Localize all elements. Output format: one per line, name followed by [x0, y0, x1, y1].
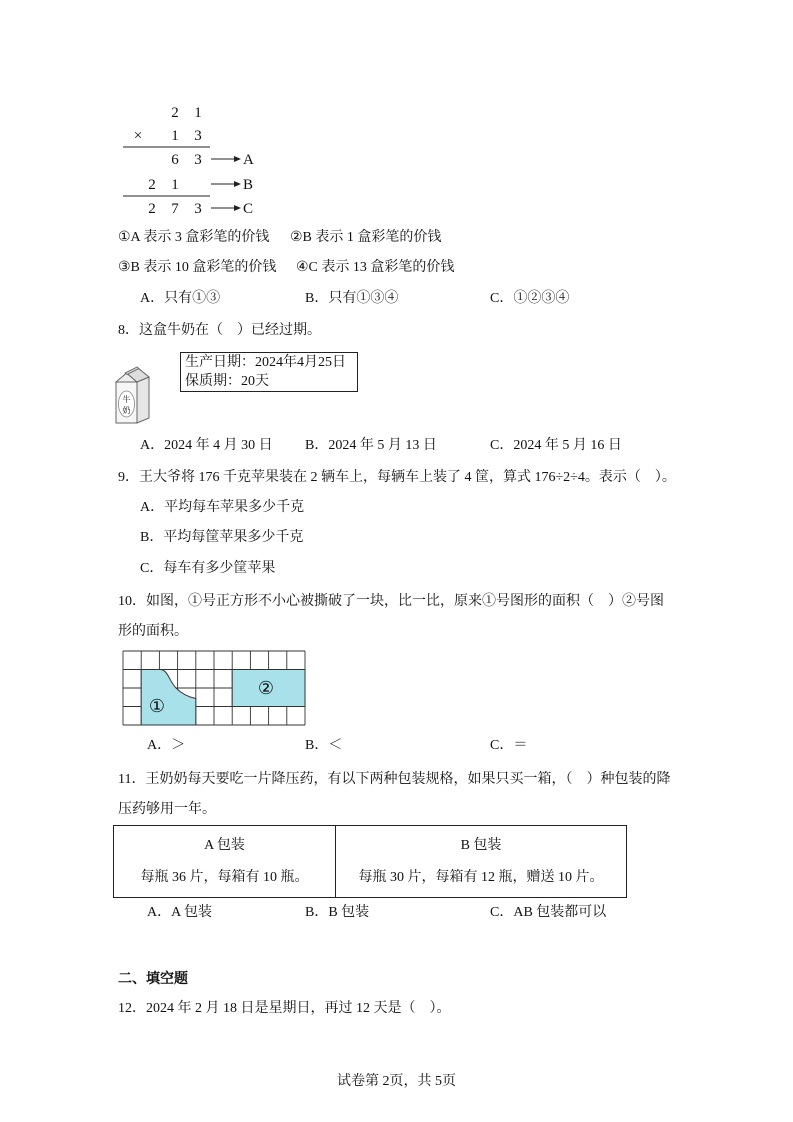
q7-statement-1: ①A 表示 3 盒彩笔的价钱: [118, 230, 270, 245]
package-a-content: 每瓶 36 片，每箱有 10 瓶。: [140, 870, 309, 885]
packaging-table: [113, 825, 627, 898]
label-c: C: [243, 201, 254, 217]
q7-statement-4: ④C 表示 13 盒彩笔的价钱: [296, 260, 455, 275]
carton-label-char: 牛: [122, 395, 131, 404]
digit: 3: [194, 128, 202, 144]
q9-option-a: A．平均每车苹果多少千克: [140, 500, 305, 515]
q11-stem-line-1: 11．王奶奶每天要吃一片降压药，有以下两种包装规格，如果只买一箱，（ ）种包装的降: [118, 772, 671, 787]
q11-stem-line-2: 压药够用一年。: [118, 802, 216, 817]
digit: 2: [148, 201, 156, 217]
q11-option-c: C．AB 包装都可以: [490, 905, 607, 920]
production-date: 生产日期：2024年4月25日: [185, 355, 346, 370]
q9-stem: 9．王大爷将 176 千克苹果装在 2 辆车上，每辆车上装了 4 筐，算式 176÷2÷4。表示（ ）。: [118, 470, 676, 485]
carton-label-char: 奶: [122, 406, 131, 415]
q8-option-b: B．2024 年 5 月 13 日: [305, 438, 437, 453]
package-a-cell: [114, 826, 336, 897]
digit: 7: [171, 201, 179, 217]
q10-option-b: B．＜: [305, 738, 343, 753]
digit: 1: [171, 177, 179, 193]
q9-option-c: C．每车有多少筐苹果: [140, 561, 276, 576]
label-b: B: [243, 177, 254, 193]
shelf-life: 保质期：20天: [185, 374, 269, 389]
shape-1-label: ①: [148, 696, 166, 716]
q7-statement-2: ②B 表示 1 盒彩笔的价钱: [290, 230, 442, 245]
q11-option-a: A．A 包装: [147, 905, 212, 920]
q10-stem-line-1: 10．如图，①号正方形不小心被撕破了一块，比一比，原来①号图形的面积（ ）②号图: [118, 594, 664, 609]
digit: 3: [194, 201, 202, 217]
digit: 2: [171, 105, 179, 121]
section-title-fill-in: 二、填空题: [118, 972, 188, 987]
q8-option-a: A．2024 年 4 月 30 日: [140, 438, 273, 453]
digit: 1: [171, 128, 179, 144]
q10-option-a: A．＞: [147, 738, 186, 753]
page-footer: 试卷第 2页，共 5页: [337, 1074, 456, 1089]
q9-option-b: B．平均每筐苹果多少千克: [140, 530, 304, 545]
q7-option-c: C．①②③④: [490, 291, 570, 306]
digit: 1: [194, 105, 202, 121]
digit: 6: [171, 152, 179, 168]
area-grid-figure: [122, 650, 308, 727]
q8-option-c: C．2024 年 5 月 16 日: [490, 438, 622, 453]
carton-side: [137, 377, 149, 423]
q7-option-b: B．只有①③④: [305, 291, 399, 306]
q7-option-a: A．只有①③: [140, 291, 221, 306]
shape-2-label: ②: [257, 678, 275, 698]
package-b-content: 每瓶 30 片，每箱有 12 瓶，赠送 10 片。: [358, 870, 604, 885]
times-sign: ×: [133, 128, 143, 144]
vertical-multiplication: [118, 98, 258, 220]
package-a-header: A 包装: [204, 838, 245, 853]
q7-statement-3: ③B 表示 10 盒彩笔的价钱: [118, 260, 277, 275]
milk-date-box: [180, 352, 358, 392]
q11-option-b: B．B 包装: [305, 905, 370, 920]
q8-stem: 8．这盒牛奶在（ ）已经过期。: [118, 323, 321, 338]
digit: 3: [194, 152, 202, 168]
q10-stem-line-2: 形的面积。: [118, 624, 188, 639]
package-b-cell: [336, 826, 626, 897]
q12-stem: 12．2024 年 2 月 18 日是星期日，再过 12 天是（ ）。: [118, 1001, 451, 1016]
milk-carton-image: [112, 366, 154, 426]
arrowhead-c: [234, 205, 241, 211]
label-a: A: [243, 152, 254, 168]
arrowhead-a: [234, 156, 241, 162]
q10-option-c: C．＝: [490, 738, 528, 753]
package-b-header: B 包装: [460, 838, 502, 853]
arrowhead-b: [234, 181, 241, 187]
digit: 2: [148, 177, 156, 193]
